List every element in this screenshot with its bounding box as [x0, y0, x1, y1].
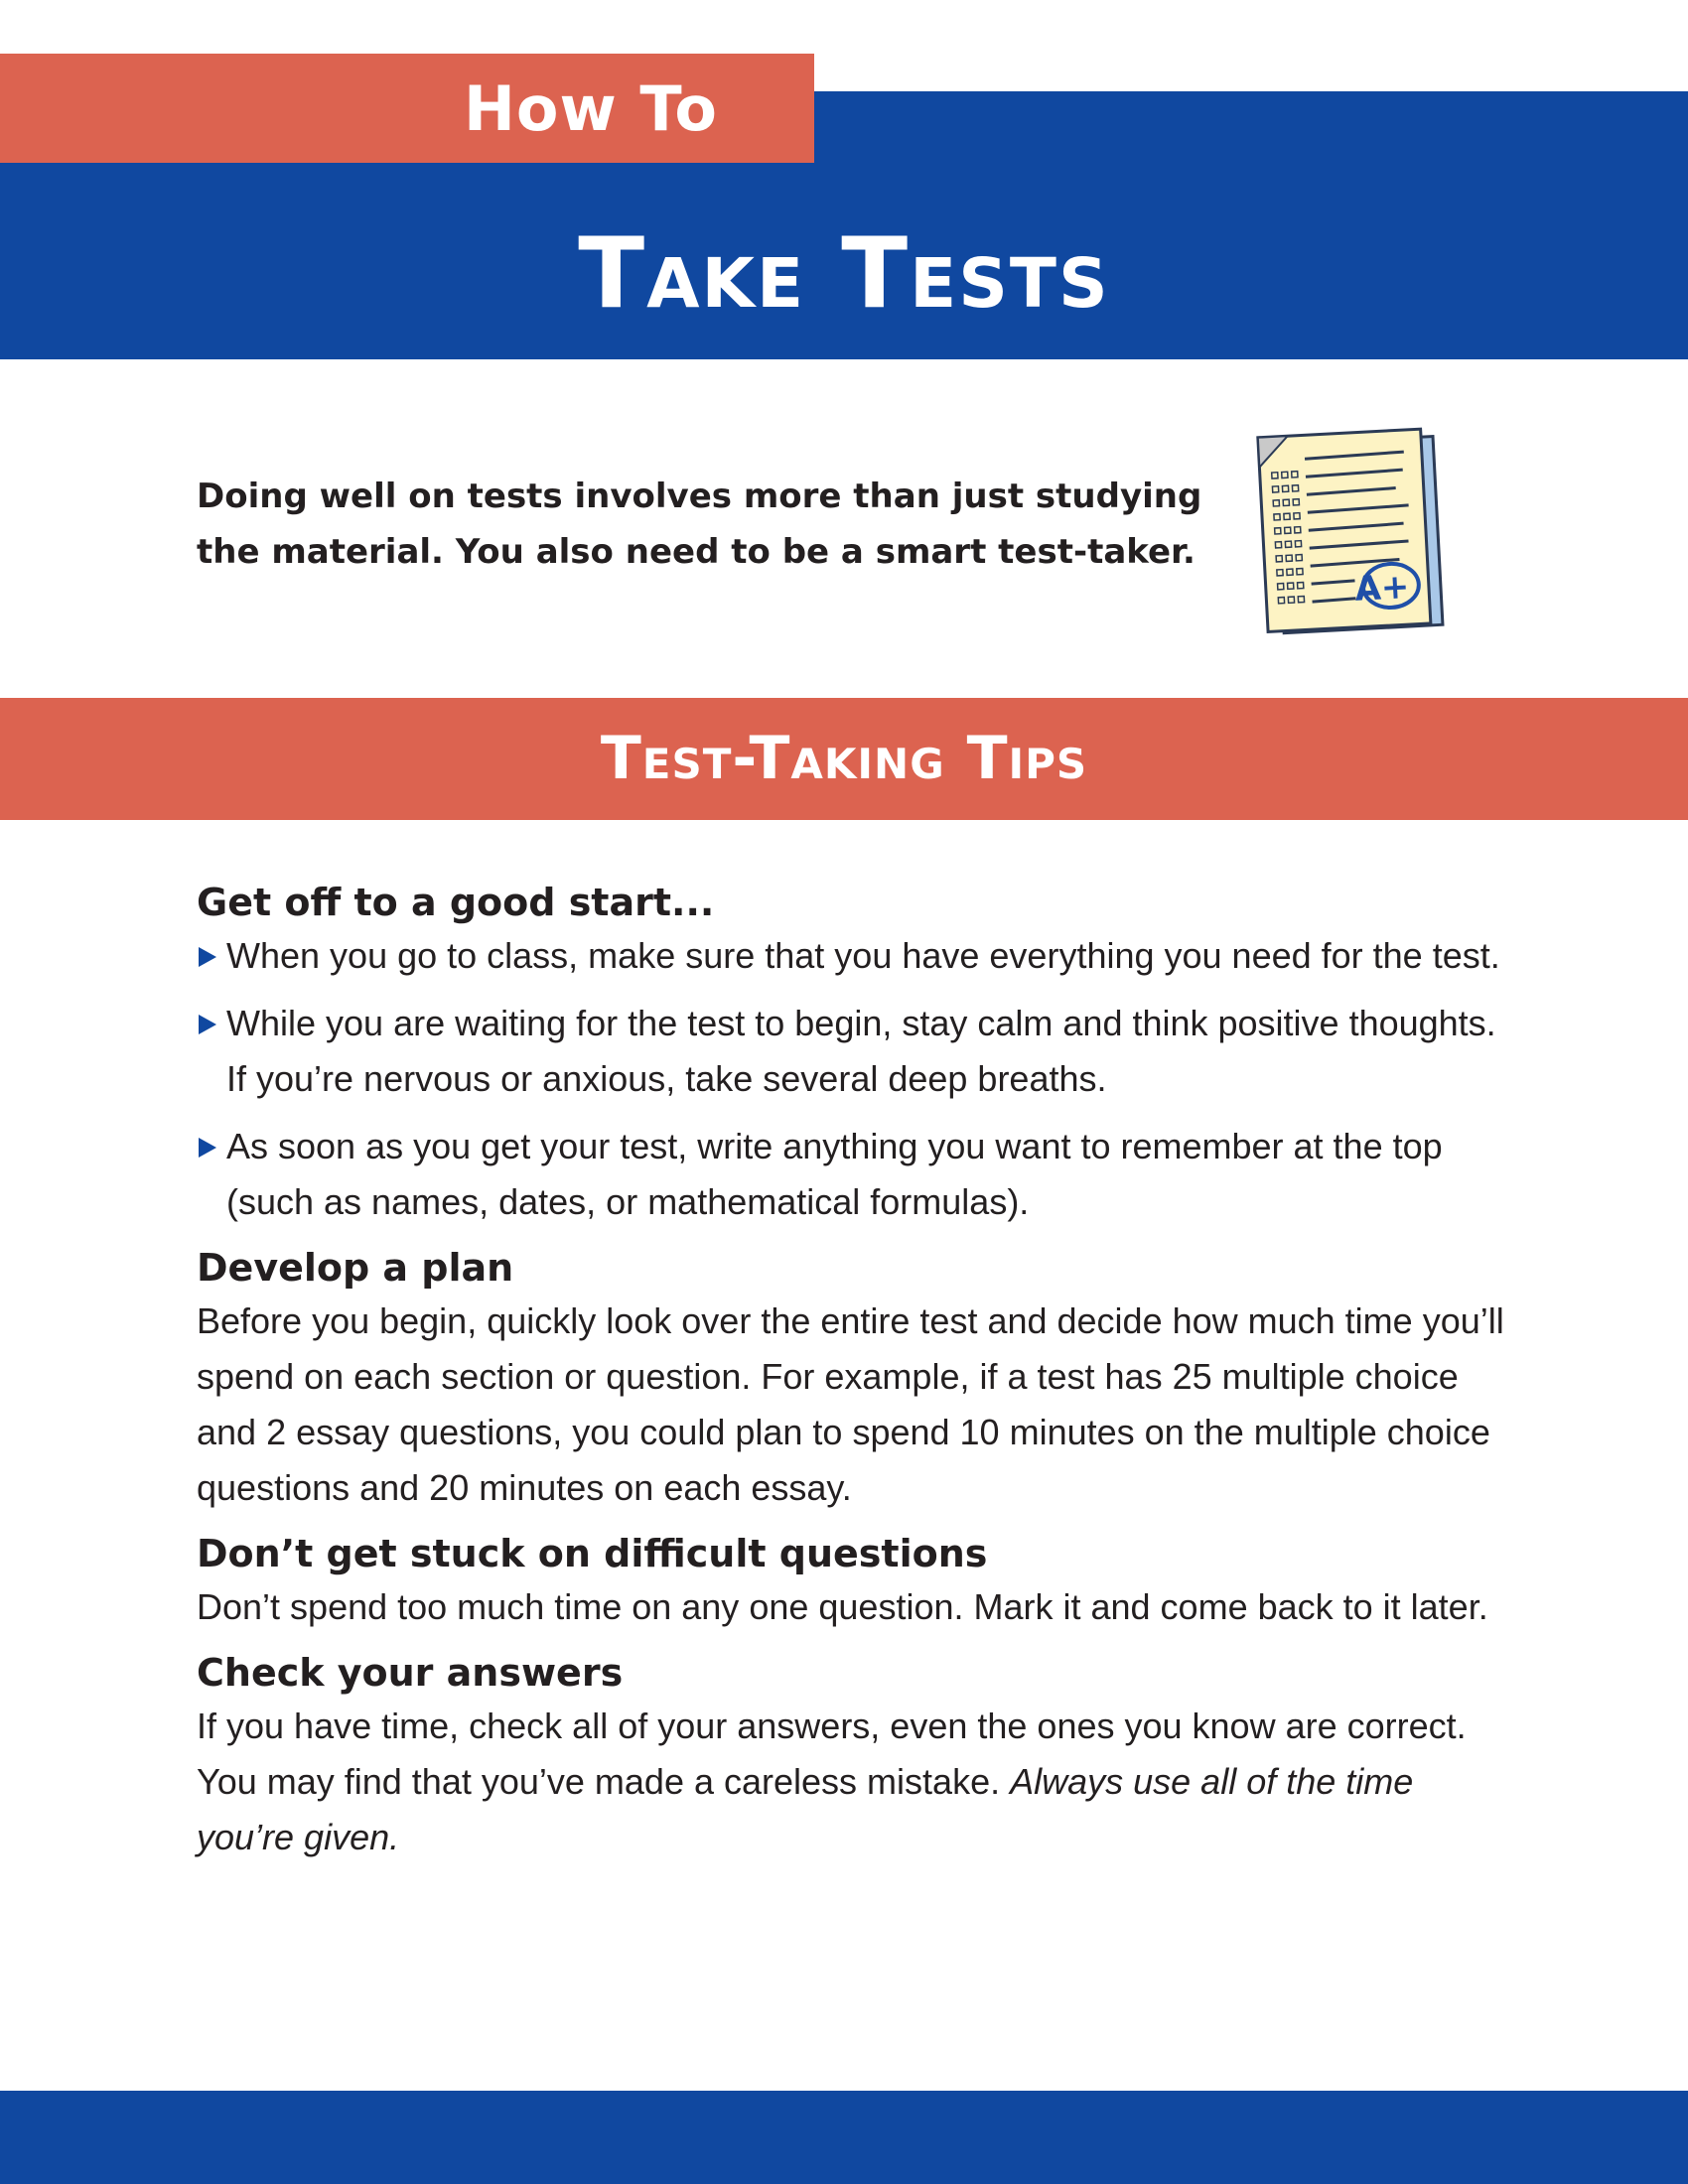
graded-test-paper-icon: [1249, 425, 1452, 641]
tip-emphasis: Always use all of the time you’re given.: [197, 1761, 1414, 1857]
tip-heading-develop-plan: Develop a plan: [197, 1246, 514, 1290]
list-item: [197, 928, 1507, 984]
page-title: Take Tests: [578, 217, 1110, 331]
section-title: Test-Taking Tips: [600, 724, 1088, 793]
tip-heading-good-start: Get off to a good start...: [197, 881, 715, 924]
bullet-text: While you are waiting for the test to begin, stay calm and think positive thoughts. If you’re nervous or anxious, take several deep breaths.: [226, 1003, 1496, 1099]
grade-mark: A+: [1353, 566, 1411, 610]
bullet-text: As soon as you get your test, write anything you want to remember at the top (such as names, dates, or mathematical formulas).: [226, 1126, 1443, 1222]
list-item: [197, 996, 1507, 1107]
tip-heading-difficult-questions: Don’t get stuck on difficult questions: [197, 1532, 988, 1575]
intro-paragraph: Doing well on tests involves more than just studying the material. You also need to be a smart test-taker.: [197, 477, 1202, 572]
bullet-triangle-icon: [199, 1015, 216, 1034]
bullet-text: When you go to class, make sure that you have everything you need for the test.: [226, 935, 1500, 976]
good-start-list: [197, 928, 1507, 1230]
tip-body-check-answers: [197, 1699, 1507, 1865]
tips-content: [197, 877, 1507, 1865]
bullet-triangle-icon: [199, 947, 216, 967]
bullet-triangle-icon: [199, 1138, 216, 1158]
tip-body-difficult-questions: Don’t spend too much time on any one question. Mark it and come back to it later.: [197, 1586, 1488, 1627]
tip-heading-check-answers: Check your answers: [197, 1651, 624, 1695]
tip-body-develop-plan: Before you begin, quickly look over the entire test and decide how much time you’ll spend on each section or question. For example, if a test has 25 multiple choice and 2 essay questions, you could plan to spend 10 minutes on the multiple choice questions and 20 minutes on each essay.: [197, 1300, 1504, 1508]
how-to-label: How To: [464, 71, 718, 145]
tip-body-text: If you have time, check all of your answers, even the ones you know are correct. You may find that you’ve made a careless mistake.: [197, 1706, 1467, 1802]
list-item: [197, 1119, 1507, 1230]
footer-band: [0, 2091, 1688, 2184]
